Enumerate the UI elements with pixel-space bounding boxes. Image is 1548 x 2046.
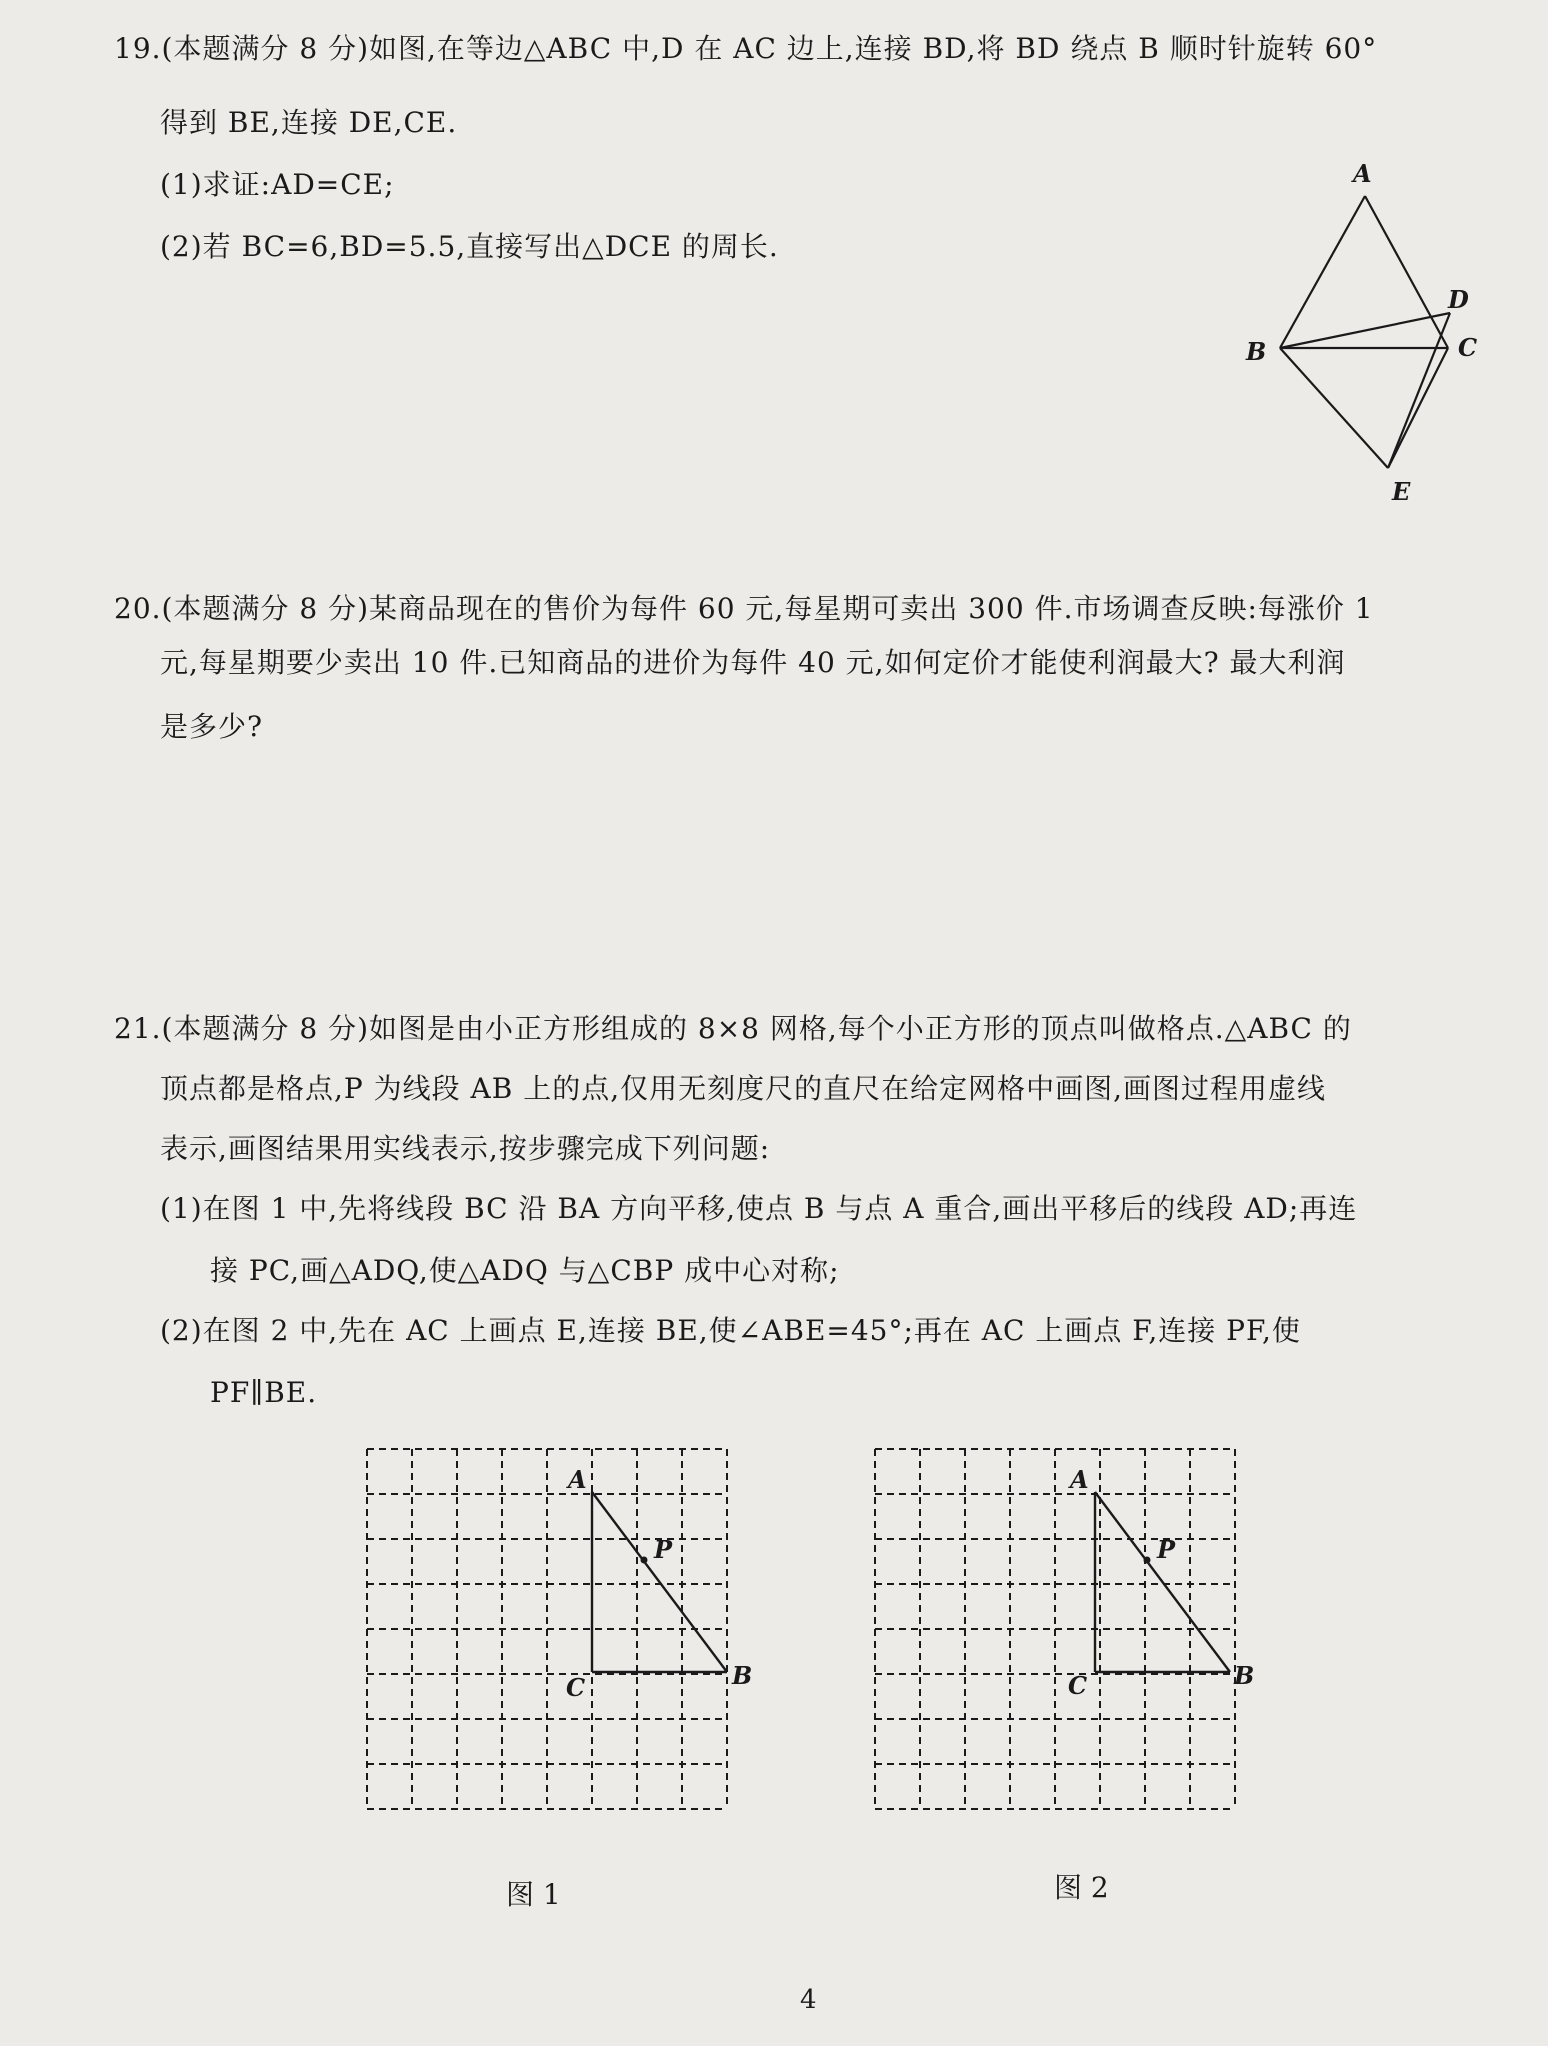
label-a: A	[1070, 1465, 1089, 1494]
fig2-caption: 图 2	[1054, 1871, 1109, 1904]
segment-ab	[592, 1492, 727, 1672]
segment-ab	[1280, 196, 1365, 348]
fig1-caption: 图 1	[506, 1878, 561, 1911]
segment-bd	[1280, 313, 1450, 348]
q20-line3: 是多少?	[160, 710, 264, 743]
label-c: C	[1068, 1671, 1088, 1700]
q21-part2-line2: PF∥BE.	[210, 1376, 318, 1409]
q21-line1: 21.(本题满分 8 分)如图是由小正方形组成的 8×8 网格,每个小正方形的顶点叫做格点.△ABC 的	[114, 1012, 1352, 1045]
point-p	[1144, 1557, 1151, 1564]
grid-figure-1	[362, 1444, 753, 1824]
label-p: P	[1157, 1535, 1176, 1564]
label-b: B	[1234, 1661, 1255, 1690]
q19-part2: (2)若 BC=6,BD=5.5,直接写出△DCE 的周长.	[160, 230, 779, 263]
q19-part1: (1)求证:AD=CE;	[160, 168, 395, 201]
label-a: A	[1353, 159, 1372, 188]
page-number: 4	[800, 1985, 817, 2015]
q19-line2: 得到 BE,连接 DE,CE.	[160, 106, 458, 139]
q20-line1: 20.(本题满分 8 分)某商品现在的售价为每件 60 元,每星期可卖出 300 件.市场调查反映:每涨价 1	[114, 592, 1374, 625]
q21-part1-line1: (1)在图 1 中,先将线段 BC 沿 BA 方向平移,使点 B 与点 A 重合,画出平移后的线段 AD;再连	[160, 1192, 1358, 1225]
q21-line2: 顶点都是格点,P 为线段 AB 上的点,仅用无刻度尺的直尺在给定网格中画图,画图过程用虚线	[160, 1072, 1327, 1105]
q19-figure	[1240, 150, 1500, 510]
label-d: D	[1448, 285, 1469, 314]
label-b: B	[732, 1661, 753, 1690]
q21-part1-line2: 接 PC,画△ADQ,使△ADQ 与△CBP 成中心对称;	[210, 1254, 840, 1287]
label-c: C	[566, 1673, 586, 1702]
segment-ab	[1095, 1492, 1230, 1672]
label-b: B	[1246, 337, 1267, 366]
q21-part2-line1: (2)在图 2 中,先在 AC 上画点 E,连接 BE,使∠ABE=45°;再在 AC 上画点 F,连接 PF,使	[160, 1314, 1301, 1347]
grid-figure-2	[870, 1444, 1255, 1824]
label-a: A	[568, 1465, 587, 1494]
q19-line1: 19.(本题满分 8 分)如图,在等边△ABC 中,D 在 AC 边上,连接 BD,将 BD 绕点 B 顺时针旋转 60°	[114, 32, 1378, 65]
segment-ac	[1365, 196, 1448, 348]
segment-de	[1388, 313, 1450, 468]
q21-line3: 表示,画图结果用实线表示,按步骤完成下列问题:	[160, 1132, 771, 1165]
q20-line2: 元,每星期要少卖出 10 件.已知商品的进价为每件 40 元,如何定价才能使利润最大? 最大利润	[160, 646, 1346, 679]
label-p: P	[654, 1535, 673, 1564]
segment-be	[1280, 348, 1388, 468]
label-e: E	[1392, 477, 1411, 506]
segment-ce	[1388, 348, 1448, 468]
label-c: C	[1458, 333, 1478, 362]
point-p	[641, 1557, 648, 1564]
